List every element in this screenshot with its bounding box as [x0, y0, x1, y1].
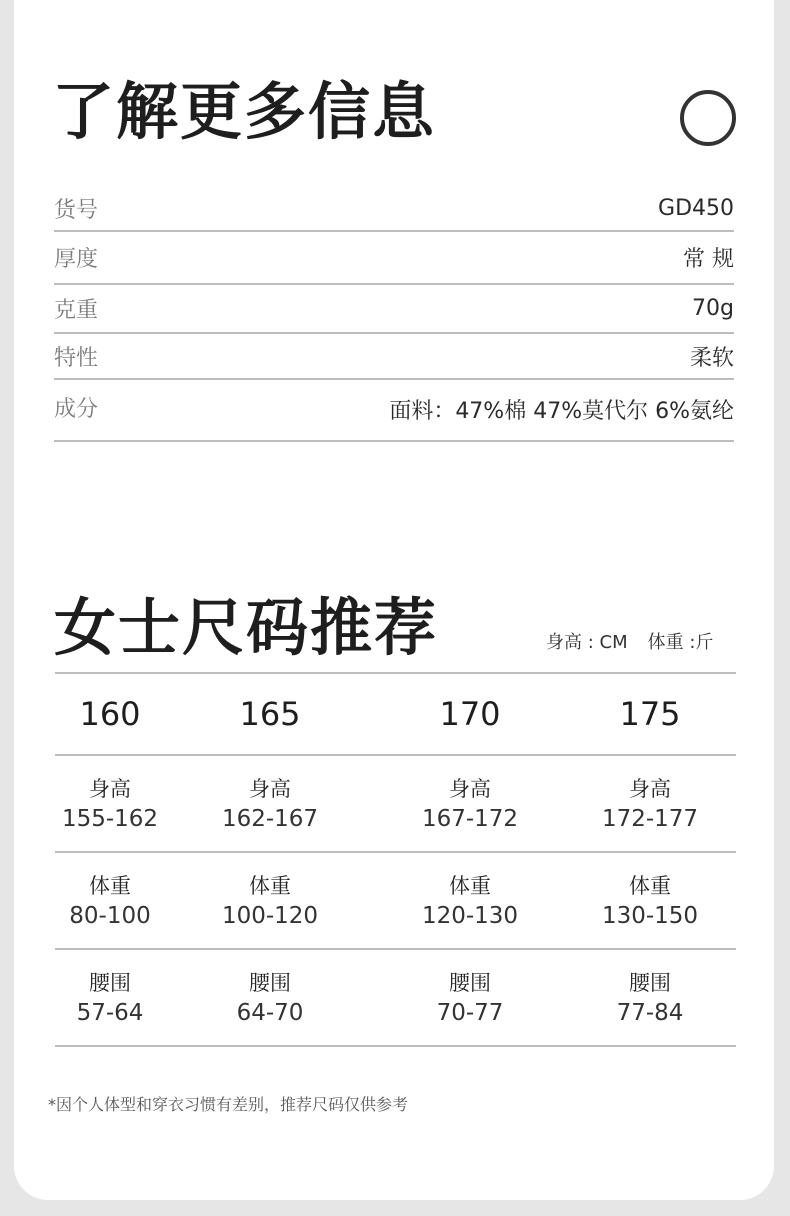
- size-units: [546, 628, 733, 654]
- cell-label: 腰围: [449, 970, 491, 995]
- size-cell: [55, 968, 165, 1028]
- cell-value: 64-70: [236, 999, 304, 1026]
- size-cell: [195, 774, 345, 834]
- cell-label: 身高: [249, 776, 291, 801]
- cell-value: 162-167: [221, 805, 319, 832]
- cell-value: 57-64: [76, 999, 144, 1026]
- cell-value: 120-130: [421, 902, 519, 929]
- size-header: 165: [239, 695, 301, 733]
- cell-value: 167-172: [421, 805, 519, 832]
- size-header: 160: [79, 695, 141, 733]
- size-cell: [575, 774, 725, 834]
- info-table: [54, 186, 734, 442]
- cell-label: 身高: [629, 776, 671, 801]
- cell-label: 体重: [449, 873, 491, 898]
- cell-label: 腰围: [89, 970, 131, 995]
- info-label: 厚度: [54, 247, 99, 272]
- size-row-height: [55, 756, 736, 853]
- cell-label: 身高: [449, 776, 491, 801]
- size-table: [55, 672, 736, 1047]
- info-label: 货号: [54, 197, 99, 223]
- cell-value: 70-77: [436, 999, 504, 1026]
- cell-label: 体重: [249, 873, 291, 898]
- info-value: 常 规: [683, 247, 734, 272]
- size-row-waist: [55, 950, 736, 1047]
- info-value: GD450: [658, 195, 734, 221]
- size-header: 175: [619, 695, 681, 733]
- size-title: 女士尺码推荐: [54, 591, 439, 664]
- info-label: 成分: [54, 397, 99, 422]
- cell-label: 腰围: [249, 970, 291, 995]
- size-cell: [55, 774, 165, 834]
- cell-label: 身高: [89, 776, 131, 801]
- size-cell: [195, 968, 345, 1028]
- size-header: 170: [439, 695, 501, 733]
- cell-value: 100-120: [221, 902, 319, 929]
- footnote: *因个人体型和穿衣习惯有差别，推荐尺码仅供参考: [48, 1095, 409, 1114]
- size-row-weight: [55, 853, 736, 950]
- cell-value: 155-162: [61, 805, 159, 832]
- cell-value: 80-100: [69, 902, 151, 929]
- info-row-thickness: [54, 232, 734, 285]
- circle-icon: [680, 90, 736, 146]
- info-value: 70g: [692, 296, 734, 321]
- size-cell: [55, 871, 165, 931]
- size-cell: [395, 871, 545, 931]
- info-row-feature: [54, 334, 734, 380]
- cell-label: 体重: [89, 873, 131, 898]
- info-row-item-number: [54, 186, 734, 232]
- info-label: 特性: [54, 345, 99, 371]
- size-cell: [575, 871, 725, 931]
- size-cell: [575, 968, 725, 1028]
- cell-label: 体重: [629, 873, 671, 898]
- cell-value: 172-177: [601, 805, 699, 832]
- cell-value: 130-150: [601, 902, 699, 929]
- unit-weight: 体重 :斤: [647, 632, 714, 653]
- size-cell: [195, 871, 345, 931]
- unit-height: 身高 : CM: [546, 632, 628, 653]
- info-title: 了解更多信息: [52, 75, 437, 148]
- info-row-composition: [54, 380, 734, 442]
- size-header-row: [55, 674, 736, 756]
- cell-value: 77-84: [616, 999, 684, 1026]
- info-value: 面料：47%棉 47%莫代尔 6%氨纶: [389, 399, 734, 424]
- size-cell: [395, 774, 545, 834]
- cell-label: 腰围: [629, 970, 671, 995]
- info-card: [14, 0, 774, 1200]
- info-label: 克重: [54, 298, 99, 323]
- info-value: 柔软: [689, 345, 734, 371]
- info-row-weight: [54, 285, 734, 334]
- size-cell: [395, 968, 545, 1028]
